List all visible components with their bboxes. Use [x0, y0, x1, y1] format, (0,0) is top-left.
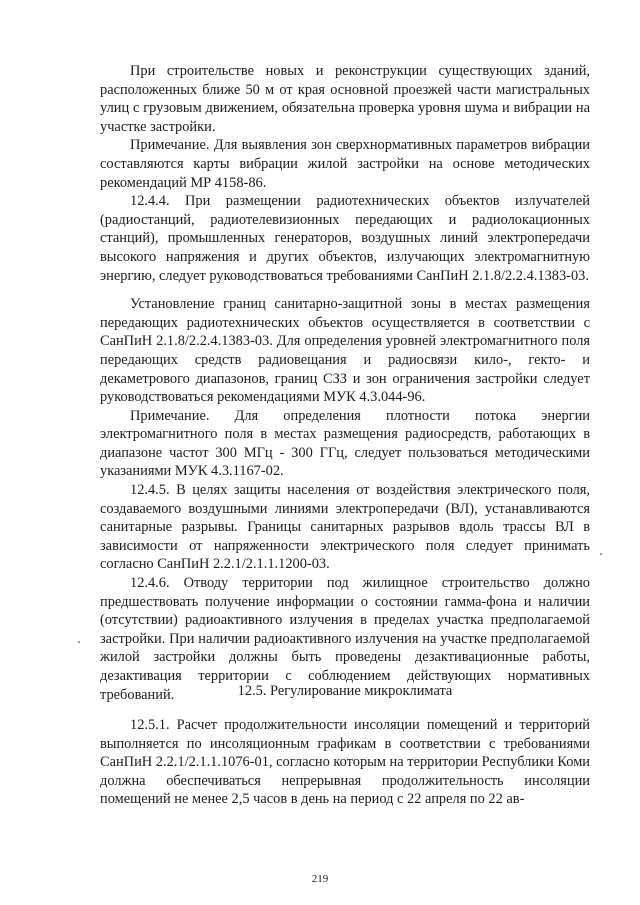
paragraph-noise-vibration-check: При строительстве новых и реконструкции существующих зданий, расположенных ближе 50 м от края основной проезжей части магистральных улиц с грузовым движением, обязательна проверка уровня шума и вибрации на участке застройки. — [100, 63, 590, 135]
paragraph-12-4-6: 12.4.6. Отводу территории под жилищное строительство должно предшествовать получение информации о состоянии гамма-фона и наличии (отсутствии) радиоактивного излучения в пределах участка предполагаемой застройки. При наличии радиоактивного излучения на участке предполагаемой жилой застройки должны быть проведены дезактивационные работы, дезактивация территории с соблюдением действующих нормативных требований. — [100, 575, 590, 703]
paragraph-vibration-note: Примечание. Для выявления зон сверхнормативных параметров вибрации составляются карты вибрации жилой застройки на основе методических рекомендаций МР 4158-86. — [100, 137, 590, 191]
body-text-top — [100, 62, 590, 704]
paragraph-12-4-5: 12.4.5. В целях защиты населения от воздействия электрического поля, создаваемого воздушными линиями электропередачи (ВЛ), устанавливаются санитарные разрывы. Границы санитарных разрывов вдоль трассы ВЛ в зависимости от напряженности электрического поля следует принимать согласно СанПиН 2.2.1/2.1.1.1200-03. — [100, 482, 590, 573]
scan-speck — [600, 553, 602, 555]
scan-speck — [78, 641, 80, 643]
page-number: 219 — [311, 873, 329, 885]
section-heading: 12.5. Регулирование микроклимата — [237, 683, 453, 699]
paragraph-energy-flux-note: Примечание. Для определения плотности потока энергии электромагнитного поля в местах размещения радиосредств, работающих в диапазоне частот 300 МГц - 300 ГГц, следует пользоваться методическими указаниями МУК 4.3.1167-02. — [100, 407, 590, 480]
paragraph-12-4-4: 12.4.4. При размещении радиотехнических объектов излучателей (радиостанций, радиотелевизионных передающих и радиолокационных станций), промышленных генераторов, воздушных линий электропередачи высокого напряжения и других объектов, излучающих электромагнитную энергию, следует руководствоваться требованиями СанПиН 2.1.8/2.2.4.1383-03. — [100, 193, 590, 284]
body-text-bottom — [100, 716, 590, 809]
paragraph-12-5-1: 12.5.1. Расчет продолжительности инсоляции помещений и территорий выполняется по инсоляционным графикам в соответствии с требованиями СанПиН 2.2.1/2.1.1.1076-01, согласно которым на территории Республики Коми должна обеспечиваться непрерывная продолжительность инсоляции помещений не менее 2,5 часов в день на период с 22 апреля по 22 ав- — [100, 717, 590, 808]
paragraph-szz-boundaries: Установление границ санитарно-защитной зоны в местах размещения передающих радиотехнических объектов осуществляется в соответствии с СанПиН 2.1.8/2.2.4.1383-03. Для определения уровней электромагнитного поля передающих средств радиовещания и радиосвязи кило-, гекто- и декаметрового диапазонов, границ СЗЗ и зон ограничения застройки следует руководствоваться рекомендациями МУК 4.3.044-96. — [100, 296, 590, 406]
